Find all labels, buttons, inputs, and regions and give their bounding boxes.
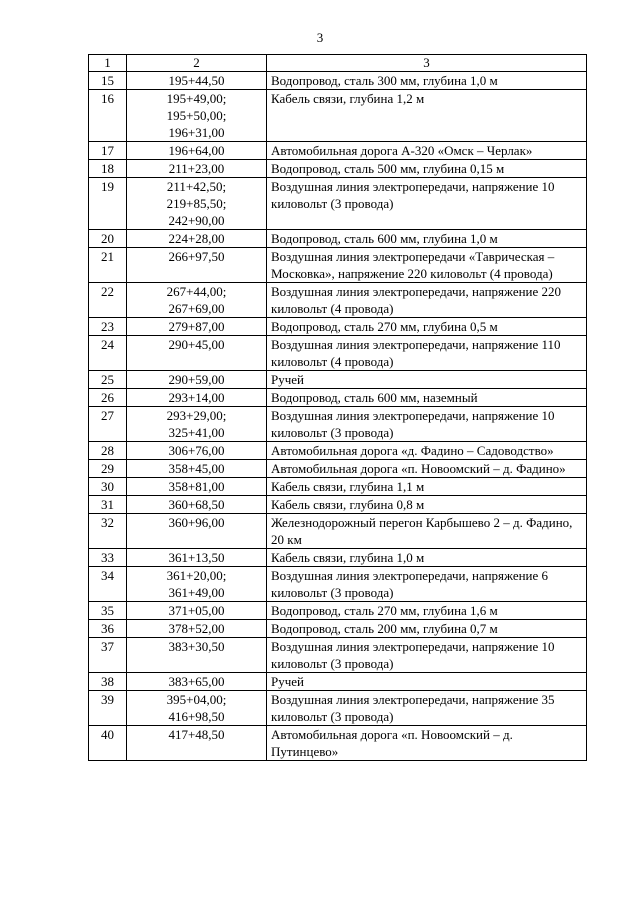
picket-value: 211+23,00 [168,161,225,176]
table-row [89,371,587,389]
picket-value: 383+65,00 [168,674,225,689]
row-number: 26 [89,389,127,407]
crossing-description: Водопровод, сталь 300 мм, глубина 1,0 м [267,72,587,90]
row-number: 17 [89,142,127,160]
picket-cell [127,389,267,407]
picket-value: 361+49,00 [168,585,225,600]
row-number: 25 [89,371,127,389]
row-number: 28 [89,442,127,460]
row-number: 36 [89,620,127,638]
picket-value: 306+76,00 [168,443,225,458]
picket-value: 395+04,00; [166,692,227,707]
picket-cell [127,691,267,726]
crossing-description: Автомобильная дорога А-320 «Омск – Черлак» [267,142,587,160]
crossing-description: Автомобильная дорога «п. Новоомский – д. Путинцево» [267,726,587,761]
picket-cell [127,478,267,496]
picket-cell [127,178,267,230]
column-header: 3 [267,55,587,72]
picket-value: 219+85,50; [166,196,227,211]
table-row [89,478,587,496]
table-body [89,72,587,761]
crossing-description: Водопровод, сталь 270 мм, глубина 0,5 м [267,318,587,336]
crossing-description: Кабель связи, глубина 1,2 м [267,90,587,142]
crossing-description: Воздушная линия электропередачи, напряжение 6 киловольт (3 провода) [267,567,587,602]
picket-value: 361+20,00; [166,568,227,583]
picket-value: 211+42,50; [166,179,227,194]
crossing-description: Автомобильная дорога «д. Фадино – Садоводство» [267,442,587,460]
picket-value: 196+31,00 [168,125,225,140]
picket-cell [127,460,267,478]
picket-value: 242+90,00 [168,213,225,228]
picket-value: 358+81,00 [168,479,225,494]
row-number: 40 [89,726,127,761]
crossing-description: Водопровод, сталь 270 мм, глубина 1,6 м [267,602,587,620]
table-row [89,407,587,442]
row-number: 39 [89,691,127,726]
picket-cell [127,442,267,460]
crossing-description: Ручей [267,371,587,389]
picket-cell [127,336,267,371]
picket-cell [127,407,267,442]
table-row [89,567,587,602]
table-row [89,496,587,514]
row-number: 15 [89,72,127,90]
row-number: 19 [89,178,127,230]
picket-value: 358+45,00 [168,461,225,476]
table-header-row [89,55,587,72]
picket-value: 416+98,50 [168,709,225,724]
picket-value: 267+44,00; [166,284,227,299]
table-row [89,442,587,460]
row-number: 16 [89,90,127,142]
row-number: 23 [89,318,127,336]
row-number: 29 [89,460,127,478]
crossing-description: Воздушная линия электропередачи, напряжение 110 киловольт (4 провода) [267,336,587,371]
crossing-description: Кабель связи, глубина 1,1 м [267,478,587,496]
crossing-description: Воздушная линия электропередачи «Таврическая – Московка», напряжение 220 киловольт (4 провода) [267,248,587,283]
row-number: 20 [89,230,127,248]
picket-cell [127,248,267,283]
crossing-description: Воздушная линия электропередачи, напряжение 35 киловольт (3 провода) [267,691,587,726]
picket-cell [127,602,267,620]
picket-cell [127,726,267,761]
picket-value: 196+64,00 [168,143,225,158]
row-number: 33 [89,549,127,567]
crossing-description: Водопровод, сталь 600 мм, наземный [267,389,587,407]
crossing-description: Водопровод, сталь 200 мм, глубина 0,7 м [267,620,587,638]
table-row [89,726,587,761]
table-row [89,514,587,549]
picket-value: 290+45,00 [168,337,225,352]
column-header: 2 [127,55,267,72]
table-row [89,549,587,567]
picket-value: 383+30,50 [168,639,225,654]
table-row [89,602,587,620]
row-number: 31 [89,496,127,514]
column-header: 1 [89,55,127,72]
table-row [89,318,587,336]
row-number: 34 [89,567,127,602]
table-row [89,178,587,230]
row-number: 21 [89,248,127,283]
picket-cell [127,673,267,691]
crossing-description: Железнодорожный перегон Карбышево 2 – д. Фадино, 20 км [267,514,587,549]
crossing-description: Автомобильная дорога «п. Новоомский – д. Фадино» [267,460,587,478]
picket-value: 266+97,50 [168,249,225,264]
table-row [89,620,587,638]
picket-cell [127,142,267,160]
table-row [89,691,587,726]
picket-cell [127,371,267,389]
crossing-description: Воздушная линия электропередачи, напряжение 220 киловольт (4 провода) [267,283,587,318]
table-row [89,230,587,248]
picket-value: 267+69,00 [168,301,225,316]
row-number: 24 [89,336,127,371]
picket-value: 293+29,00; [166,408,227,423]
table-row [89,72,587,90]
crossing-description: Воздушная линия электропередачи, напряжение 10 киловольт (3 провода) [267,407,587,442]
row-number: 37 [89,638,127,673]
picket-cell [127,160,267,178]
row-number: 22 [89,283,127,318]
picket-cell [127,496,267,514]
picket-value: 195+49,00; [166,91,227,106]
crossing-description: Водопровод, сталь 500 мм, глубина 0,15 м [267,160,587,178]
picket-cell [127,72,267,90]
picket-value: 195+44,50 [168,73,225,88]
table-row [89,160,587,178]
crossing-description: Воздушная линия электропередачи, напряжение 10 киловольт (3 провода) [267,638,587,673]
picket-value: 371+05,00 [168,603,225,618]
picket-cell [127,567,267,602]
table-row [89,673,587,691]
table-row [89,638,587,673]
table-row [89,248,587,283]
picket-value: 417+48,50 [168,727,225,742]
table-row [89,142,587,160]
row-number: 38 [89,673,127,691]
picket-cell [127,230,267,248]
table-row [89,389,587,407]
row-number: 18 [89,160,127,178]
table-row [89,90,587,142]
picket-value: 360+96,00 [168,515,225,530]
picket-value: 361+13,50 [168,550,225,565]
table-row [89,336,587,371]
table-row [89,460,587,478]
picket-cell [127,638,267,673]
picket-cell [127,90,267,142]
picket-cell [127,620,267,638]
picket-cell [127,318,267,336]
row-number: 35 [89,602,127,620]
crossing-description: Кабель связи, глубина 1,0 м [267,549,587,567]
picket-value: 290+59,00 [168,372,225,387]
row-number: 32 [89,514,127,549]
picket-value: 325+41,00 [168,425,225,440]
crossing-description: Кабель связи, глубина 0,8 м [267,496,587,514]
crossing-description: Воздушная линия электропередачи, напряжение 10 киловольт (3 провода) [267,178,587,230]
row-number: 27 [89,407,127,442]
picket-value: 224+28,00 [168,231,225,246]
picket-value: 195+50,00; [166,108,227,123]
picket-cell [127,549,267,567]
crossings-table [88,54,587,761]
picket-value: 360+68,50 [168,497,225,512]
picket-cell [127,514,267,549]
picket-value: 378+52,00 [168,621,225,636]
page-number: 3 [316,30,324,45]
row-number: 30 [89,478,127,496]
crossing-description: Ручей [267,673,587,691]
crossing-description: Водопровод, сталь 600 мм, глубина 1,0 м [267,230,587,248]
table-row [89,283,587,318]
picket-value: 279+87,00 [168,319,225,334]
picket-cell [127,283,267,318]
picket-value: 293+14,00 [168,390,225,405]
